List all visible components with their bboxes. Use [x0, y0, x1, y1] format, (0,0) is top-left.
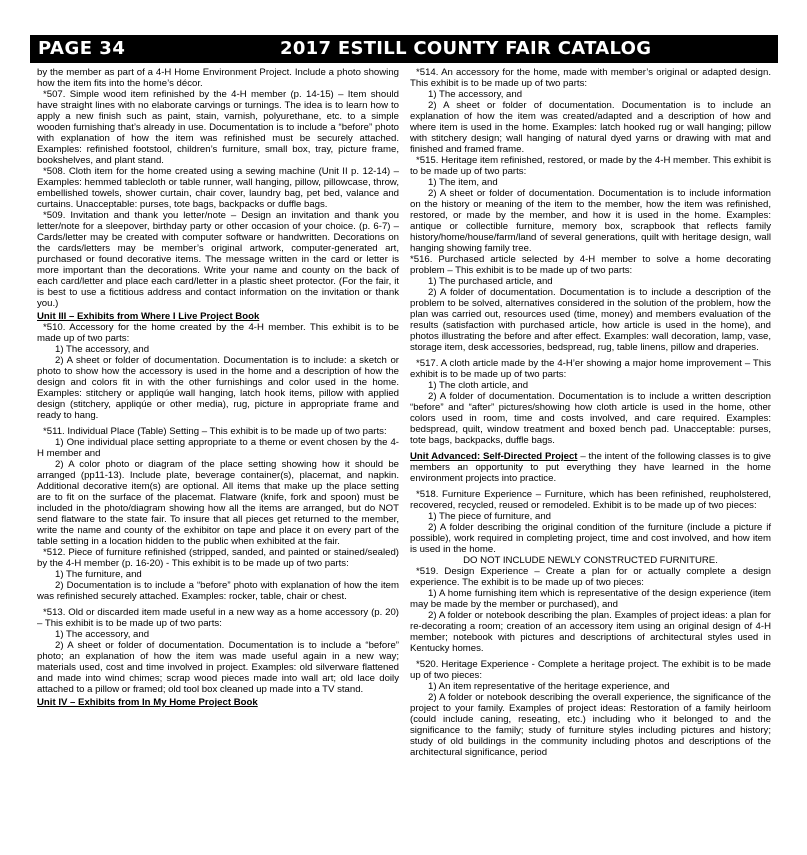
catalog-title: 2017 ESTILL COUNTY FAIR CATALOG — [280, 38, 652, 59]
body-paragraph: 1) The accessory, and — [428, 89, 523, 100]
body-paragraph: 2) A color photo or diagram of the place setting showing how it should be arranged (pp11-13). Include plate, beverage container(s), placemat, and napkin. Additional decorative item(s) are optional. All items that make up the place setting are to fit on the surface of the placemat. Flatware (knife, fork and spoon) must be included in the photo/diagram showing how all the items are arranged, but do NOT send flatware to the state fair. To insure that all pieces get returned to the member, write the name and county of the exhibitor on tape and place it on every part of the table setting in a location hidden to the public when exhibited at the fair. — [37, 459, 399, 547]
page-header — [30, 35, 778, 63]
class-entry: *512. Piece of furniture refinished (stripped, sanded, and painted or stained/sealed) by the 4-H member (p. 16-20) - This exhibit is to be made up of two parts: — [37, 547, 399, 569]
section-heading: Unit III – Exhibits from Where I Live Project Book — [37, 311, 260, 322]
class-entry: *509. Invitation and thank you letter/note – Design an invitation and thank you letter/note for a sleepover, birthday party or other occasion of your choice. (p. 6-7) – Cards/letter may be created with computer software or handwritten. Decorations on the cards/letters may be member’s original artwork, computer-generated art, purchased or found decorative items. The message written in the card or letter is more important than the decorations. Write your name and county on the back of each card/letter and place each card/letter in a plastic sheet protector. (For the fair, it is best to use a fictitious address and contact information on the invitation or thank you.) — [37, 210, 399, 309]
body-paragraph: 2) A sheet or folder of documentation. Documentation is to include a “before” photo; an explanation of how the item was made useful again in a new way; materials used, cost and time involved in project. Examples: old silverware flattened and made into wind chimes; scrap wood pieces made into wall art; old lace doily attached to a pillow or framed; old tool box cleaned up made into a TV stand. — [37, 640, 399, 695]
left-column — [37, 67, 399, 708]
class-entry: *517. A cloth article made by the 4-H’er showing a major home improvement – This exhibit is to be made up of two parts: — [410, 358, 771, 380]
body-paragraph: 1) The cloth article, and — [428, 380, 529, 391]
section-description: – the intent of the following classes is to give members an opportunity to put everything they have learned in the home environment projects into practice. — [410, 451, 771, 484]
body-paragraph: 1) The piece of furniture, and — [428, 511, 552, 522]
body-paragraph: by the member as part of a 4-H Home Environment Project. Include a photo showing how the item fits into the home’s décor. — [37, 67, 399, 89]
class-entry: *515. Heritage item refinished, restored, or made by the 4-H member. This exhibit is to be made up of two parts: — [410, 155, 771, 177]
class-entry: *514. An accessory for the home, made with member’s original or adapted design. This exhibit is to be made up of two parts: — [410, 67, 771, 89]
right-column — [410, 67, 771, 758]
body-paragraph: *516. Purchased article selected by 4-H member to solve a home decorating problem – This exhibit is to be made up of two parts: — [410, 254, 771, 276]
class-entry: *508. Cloth item for the home created using a sewing machine (Unit II p. 12-14) – Examples: hemmed tablecloth or table runner, wall hanging, pillow, pillowcase, throw, embellished towels, shower curtain, chair cover, laundry bag, pet bed, valance and curtains. Unacceptable: purses, tote bags, backpacks or duffle bags. — [37, 166, 399, 210]
body-paragraph: 1) The furniture, and — [55, 569, 142, 580]
body-paragraph: 2) A folder of documentation. Documentation is to include a written description “before” and “after” pictures/showing how cloth article is used in the home, other colors used in room, time and costs involved, and care required. Examples: bedspread, quilt, window treatment and boxed bench pad. Unacceptable: purses, tote bags, backpacks, duffle bags. — [410, 391, 771, 446]
body-paragraph: 1) One individual place setting appropriate to a theme or event chosen by the 4-H member and — [37, 437, 399, 459]
body-paragraph: 1) A home furnishing item which is representative of the design experience (item may be made by the member or purchased), and — [410, 588, 771, 610]
body-paragraph: 2) A sheet or folder of documentation. Documentation is to include an explanation of how the item was created/adapted and a description of how and where item is used in the home. Examples: latch hooked rug or wall hanging; pillow with stitchery design; wall hanging of natural dyed yarns or drawing with mat and finished and framed frame. — [410, 100, 771, 155]
body-paragraph: 2) A sheet or folder of documentation. Documentation is to include information on the history or meaning of the item to the member, how the item was refinished, restored, or made by the member, and how it is used in the home. Examples: antique or collectible furniture, memory box, scrapbook that reflects family history/home/house/farm/land of several generations, quilt with heritage design, wall hanging showing family tree. — [410, 188, 771, 254]
class-entry: *520. Heritage Experience - Complete a heritage project. The exhibit is to be made up of two pieces: — [410, 659, 771, 681]
body-paragraph: 1) An item representative of the heritage experience, and — [428, 681, 670, 692]
section-heading: Unit Advanced: Self-Directed Project — [410, 451, 578, 462]
class-entry: *519. Design Experience – Create a plan for or actually complete a design experience. The exhibit is to be made up of two pieces: — [410, 566, 771, 588]
body-paragraph: 1) The purchased article, and — [428, 276, 553, 287]
body-paragraph: 2) Documentation is to include a “before” photo with explanation of how the item was refinished securely attached. Examples: rocker, table, chair or chest. — [37, 580, 399, 602]
body-paragraph: 2) A folder describing the original condition of the furniture (include a picture if possible), work required in completing project, time and cost involved, and how item is used in the home. — [410, 522, 771, 555]
body-paragraph: 1) The item, and — [428, 177, 498, 188]
body-paragraph: 2) A folder of documentation. Documentation is to include a description of the problem to be solved, alternatives considered in the solution of the problem, how the plan was carried out, resources used (time, money) and members evaluation of the results (satisfaction with purchased article, how article is used in the home), and photos illustrating the before and after effect. Examples: wall decoration, lamp, vase, storage item, desk accessories, bedspread, rug, table linens, pillow and draperies. — [410, 287, 771, 353]
body-paragraph: 2) A folder or notebook describing the plan. Examples of project ideas: a plan for re-decorating a room; creation of an accessory item using an original design of 4-H member; notebook with pictures and descriptions of architectural styles used in Kentucky homes. — [410, 610, 771, 654]
body-paragraph: DO NOT INCLUDE NEWLY CONSTRUCTED FURNITURE. — [463, 555, 718, 566]
page-number: PAGE 34 — [38, 38, 126, 59]
section-heading: Unit IV – Exhibits from In My Home Project Book — [37, 697, 258, 708]
body-paragraph: 2) A folder or notebook describing the overall experience, the significance of the project to your family. Examples of project ideas: Restoration of a family heirloom (could include caning, reseating, etc.) including who it belonged to and the significance to the family; study of furniture styles including pictures and history; study of old buildings in the community including photos and descriptions of the architectural significance, period — [410, 692, 771, 758]
class-entry: *513. Old or discarded item made useful in a new way as a home accessory (p. 20) – This exhibit is to be made up of two parts: — [37, 607, 399, 629]
class-entry: *507. Simple wood item refinished by the 4-H member (p. 14-15) – Item should have straight lines with no elaborate carvings or turnings. The idea is to learn how to apply a new finish such as paint, stain, varnish, polyurethane, etc. to a simple wooden furnishing that’s already in use. Documentation is to include a “before” photo with explanation of how the item was refinished must be securely attached. Examples: refinished footstool, children’s furniture, small box, tray, picture frame, bookshelves, and plant stand. — [37, 89, 399, 166]
body-paragraph: 1) The accessory, and — [55, 629, 150, 640]
body-paragraph: 1) The accessory, and — [55, 344, 150, 355]
class-entry: *510. Accessory for the home created by the 4-H member. This exhibit is to be made up of two parts: — [37, 322, 399, 344]
body-paragraph: 2) A sheet or folder of documentation. Documentation is to include: a sketch or photo to show how the accessory is used in the home and a description of how the design and colors fit in with the other furnishings and color used in the home. Examples: stitchery or appliqúe wall hanging, latch hook items, pillow with applied design (stitchery, appliqúe or other media), rug, picture in appropriate frame and ready to hang. — [37, 355, 399, 421]
class-entry: *518. Furniture Experience – Furniture, which has been refinished, reupholstered, recovered, recycled, reused or remodeled. Exhibit is to be made up of two pieces: — [410, 489, 771, 511]
class-entry: *511. Individual Place (Table) Setting – This exhibit is to be made up of two parts: — [43, 426, 387, 437]
section-heading-paragraph — [410, 451, 771, 484]
